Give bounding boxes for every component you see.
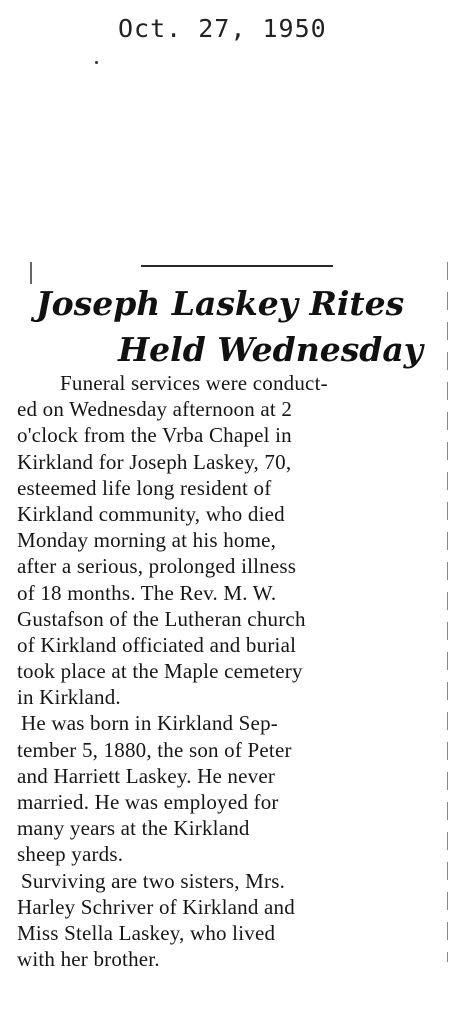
article-line: sheep yards. — [17, 842, 124, 867]
date-stamp: Oct. 27, 1950 — [118, 14, 327, 43]
article-line: with her brother. — [17, 947, 160, 972]
headline-line-2: Held Wednesday — [118, 330, 423, 369]
article-line: esteemed life long resident of — [17, 475, 272, 500]
article-line: after a serious, prolonged illness — [17, 554, 297, 579]
article-line: married. He was employed for — [17, 790, 279, 814]
clipping-right-edge — [447, 262, 448, 962]
article-line: tember 5, 1880, the son of Peter — [17, 737, 292, 762]
headline-rule — [141, 265, 333, 267]
clipping-left-edge — [30, 262, 32, 284]
article-line: Surviving are two sisters, Mrs. — [21, 868, 286, 893]
article-line: of 18 months. The Rev. M. W. — [17, 580, 277, 605]
article-line: took place at the Maple cemetery — [17, 659, 303, 684]
article-line: Gustafson of the Lutheran church — [17, 606, 306, 631]
article-line: Kirkland for Joseph Laskey, 70, — [17, 449, 292, 474]
article-line: Harley Schriver of Kirkland and — [17, 894, 295, 919]
article-line: Kirkland community, who died — [17, 501, 285, 526]
article-line: and Harriett Laskey. He never — [17, 763, 276, 788]
article-line: in Kirkland. — [17, 685, 121, 710]
article-body — [17, 370, 435, 972]
headline-line-1: Joseph Laskey Rites — [36, 284, 405, 323]
article-line: many years at the Kirkland — [17, 816, 250, 841]
article-line: o'clock from the Vrba Chapel in — [17, 423, 292, 448]
article-line: of Kirkland officiated and burial — [17, 632, 297, 657]
article-line: He was born in Kirkland Sep- — [21, 711, 278, 736]
article-line: Miss Stella Laskey, who lived — [17, 920, 276, 945]
article-line: Monday morning at his home, — [17, 528, 277, 553]
article-line: Funeral services were conduct- — [60, 371, 328, 395]
article-line: ed on Wednesday afternoon at 2 — [17, 397, 293, 422]
